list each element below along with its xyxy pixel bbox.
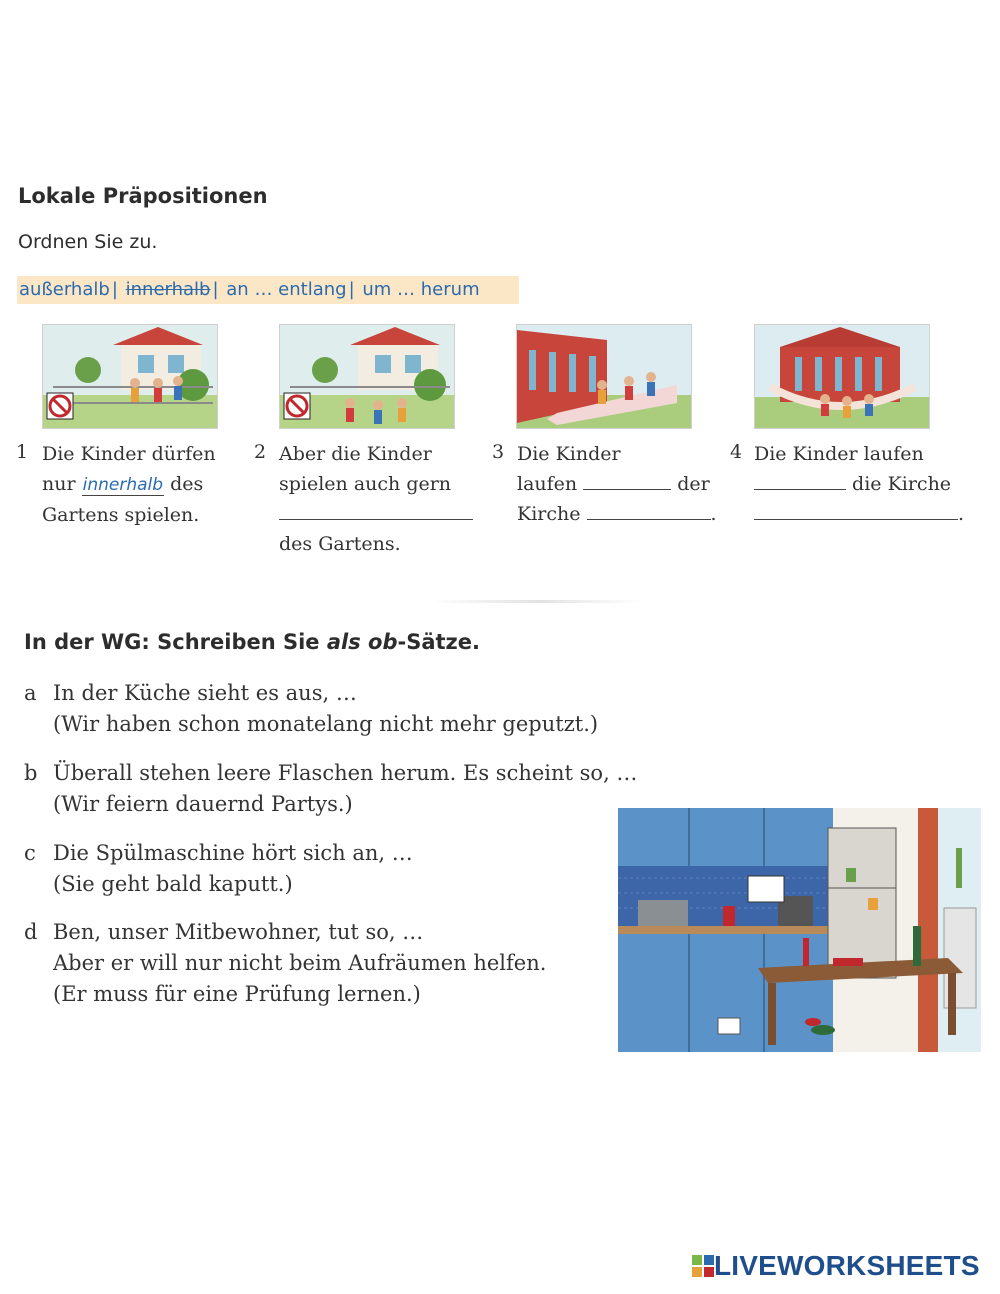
answer-blank[interactable] [754, 499, 958, 520]
messy-kitchen-illustration [618, 808, 981, 1052]
liveworksheets-brand: LIVEWORKSHEETS [714, 1250, 980, 1281]
item-d-line1: Ben, unser Mitbewohner, tut so, … [53, 920, 424, 944]
item-1-line1: Die Kinder dürfen [42, 443, 216, 465]
garden-outside-illustration [279, 324, 455, 429]
word-um-herum: um … herum [362, 279, 480, 300]
item-2-line1: Aber die Kinder [279, 443, 432, 465]
word-an-entlang: an … entlang [226, 279, 347, 300]
item-number: 2 [254, 441, 267, 463]
item-3-line2 [517, 469, 732, 499]
word-innerhalb-struck: innerhalb [125, 279, 211, 300]
word-separator: | [212, 279, 219, 300]
word-ausserhalb: außerhalb [19, 279, 110, 300]
item-2-text [279, 439, 479, 559]
item-a-line1: In der Küche sieht es aus, … [53, 681, 357, 705]
title-italic: als ob [326, 630, 398, 654]
item-3-line2-post: der [677, 473, 710, 495]
item-c-line1: Die Spülmaschine hört sich an, … [53, 841, 413, 865]
instruction: Ordnen Sie zu. [18, 231, 158, 253]
item-3-line3 [517, 499, 732, 529]
item-4-line2 [754, 469, 984, 499]
item-3-text [517, 439, 732, 529]
item-number: 3 [492, 441, 505, 463]
item-4-period: . [958, 503, 965, 525]
item-number: 4 [730, 441, 743, 463]
item-letter: d [24, 920, 38, 944]
item-2-line2: spielen auch gern [279, 473, 452, 495]
answer-blank[interactable] [583, 469, 671, 490]
item-b-line1: Überall stehen leere Flaschen herum. Es scheint so, … [53, 761, 638, 785]
item-letter: a [24, 681, 37, 705]
item-2-blank-row [279, 499, 479, 529]
answer-blank[interactable] [279, 499, 473, 520]
item-a-line2: (Wir haben schon monatelang nicht mehr geputzt.) [53, 712, 599, 736]
item-2-line4: des Gartens. [279, 533, 401, 555]
exercise-item-c [24, 838, 413, 900]
item-b-line2: (Wir feiern dauernd Partys.) [53, 792, 353, 816]
section-title-prepositions: Lokale Präpositionen [18, 184, 268, 208]
exercise-item-b [24, 758, 637, 820]
answer-innerhalb: innerhalb [82, 475, 164, 495]
item-1-line2-post: des [170, 473, 204, 495]
item-3-period: . [710, 503, 717, 525]
word-separator: | [348, 279, 355, 300]
item-1-line2-pre: nur [42, 473, 76, 495]
item-4-line3 [754, 499, 984, 529]
item-3-line3-pre: Kirche [517, 503, 581, 525]
item-4-line1: Die Kinder laufen [754, 443, 924, 465]
item-1-text [42, 439, 242, 530]
item-4-text [754, 439, 984, 529]
item-3-line2-pre: laufen [517, 473, 578, 495]
item-4-line2-post: die Kirche [852, 473, 952, 495]
answer-blank[interactable] [754, 469, 846, 490]
liveworksheets-logo-icon [692, 1255, 714, 1277]
answer-blank[interactable] [587, 499, 711, 520]
item-letter: c [24, 841, 36, 865]
word-bank [17, 276, 519, 304]
exercise-item-d [24, 917, 546, 1010]
item-1-line2 [42, 469, 242, 500]
title-part-b: -Sätze. [397, 630, 480, 654]
liveworksheets-logo [692, 1250, 980, 1286]
word-separator: | [111, 279, 118, 300]
item-d-line3: (Er muss für eine Prüfung lernen.) [53, 982, 421, 1006]
exercise-item-a [24, 678, 598, 740]
garden-inside-illustration [42, 324, 218, 429]
church-around-illustration [754, 324, 930, 429]
title-part-a: In der WG: Schreiben Sie [24, 630, 327, 654]
section-title-als-ob [24, 630, 480, 654]
item-1-line3: Gartens spielen. [42, 504, 200, 526]
church-along-illustration [516, 324, 692, 429]
item-c-line2: (Sie geht bald kaputt.) [53, 872, 293, 896]
section-divider [430, 600, 645, 603]
item-number: 1 [16, 441, 29, 463]
item-3-line1: Die Kinder [517, 443, 621, 465]
item-d-line2: Aber er will nur nicht beim Aufräumen helfen. [53, 951, 547, 975]
item-letter: b [24, 761, 38, 785]
